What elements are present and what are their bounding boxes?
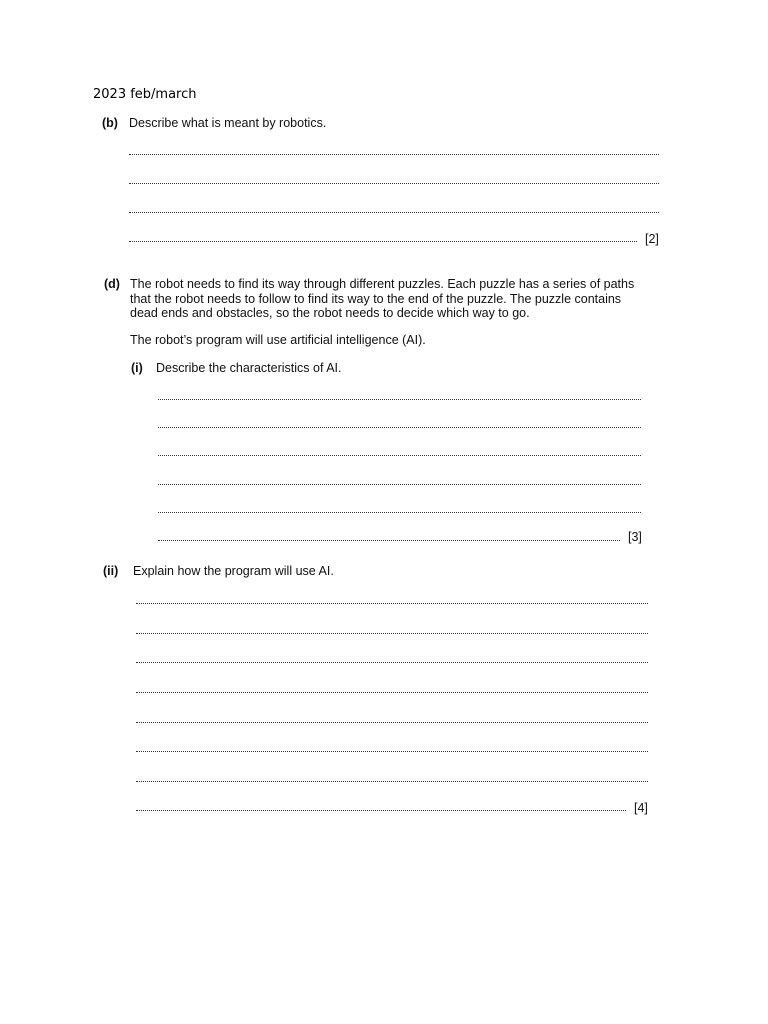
page-header: 2023 feb/march [93, 87, 197, 102]
ai-statement: The robot’s program will use artificial intelligence (AI). [130, 333, 426, 347]
part-i-label: (i) [131, 361, 143, 375]
part-d-stem [130, 277, 670, 321]
answer-line-i-5[interactable] [158, 512, 641, 513]
marks-b: [2] [645, 232, 659, 246]
answer-line-i-6[interactable] [158, 540, 620, 541]
answer-line-i-2[interactable] [158, 427, 641, 428]
part-d-stem-line-1: The robot needs to find its way through different puzzles. Each puzzle has a series of paths [130, 277, 635, 291]
marks-ii: [4] [634, 801, 648, 815]
part-b-question: Describe what is meant by robotics. [129, 116, 327, 130]
answer-line-ii-6[interactable] [136, 751, 648, 752]
answer-line-ii-3[interactable] [136, 662, 648, 663]
part-d-stem-line-2: that the robot needs to follow to find its way to the end of the puzzle. The puzzle contains [130, 291, 622, 306]
part-i-question: Describe the characteristics of AI. [156, 361, 342, 375]
answer-line-b-1[interactable] [129, 154, 659, 155]
marks-i: [3] [628, 530, 642, 544]
part-ii-label: (ii) [103, 564, 119, 578]
answer-line-i-4[interactable] [158, 484, 641, 485]
answer-line-ii-8[interactable] [136, 810, 626, 811]
part-ii-question: Explain how the program will use AI. [133, 564, 334, 578]
answer-line-b-4[interactable] [129, 241, 637, 242]
answer-line-i-1[interactable] [158, 399, 641, 400]
answer-line-ii-4[interactable] [136, 692, 648, 693]
part-d-label: (d) [104, 277, 120, 291]
answer-line-ii-7[interactable] [136, 781, 648, 782]
part-d-stem-line-3: dead ends and obstacles, so the robot needs to decide which way to go. [130, 306, 530, 320]
part-b-label: (b) [102, 116, 118, 130]
answer-line-b-3[interactable] [129, 212, 659, 213]
answer-line-ii-2[interactable] [136, 633, 648, 634]
answer-line-ii-1[interactable] [136, 603, 648, 604]
answer-line-b-2[interactable] [129, 183, 659, 184]
answer-line-i-3[interactable] [158, 455, 641, 456]
answer-line-ii-5[interactable] [136, 722, 648, 723]
